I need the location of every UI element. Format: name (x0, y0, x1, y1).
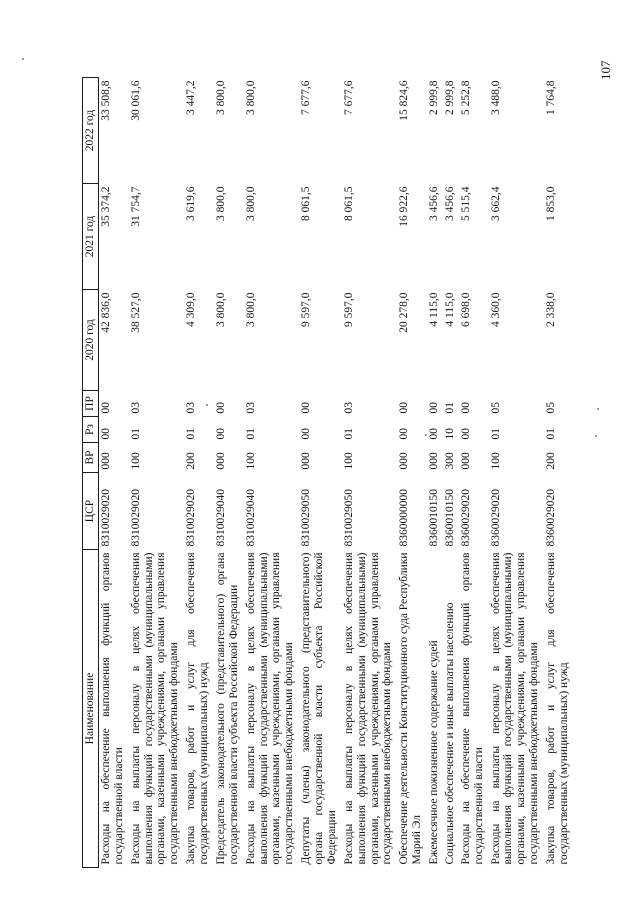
header-2020: 2020 год (83, 290, 99, 391)
row-vr: 100 (244, 452, 257, 470)
row-rz: 01 (342, 428, 355, 440)
row-vr: 000 (300, 452, 313, 470)
table-row (459, 78, 489, 868)
table-row (342, 78, 398, 868)
row-name: Расходы на обеспечение выполнения функций органов государственной власти (99, 552, 125, 865)
row-2022: 3 800,0 (214, 80, 227, 115)
row-csr: 8310029020 (185, 489, 198, 547)
row-pr: 03 (185, 402, 198, 414)
row-pr: 00 (300, 402, 313, 414)
scan-speck (22, 58, 24, 60)
row-csr: 8360010150 (428, 489, 440, 547)
row-name: Обеспечение деятельности Конституционного суда Республики Марий Эл (398, 552, 424, 865)
row-vr: 100 (342, 452, 355, 470)
row-2022: 1 764,8 (545, 80, 557, 115)
row-name: Расходы на выплаты персоналу в целях обеспечения выполнения функций государственными (муниципальными) органами, казенными учреждениями, органами управления государственными внебюджетными фондами (342, 552, 394, 865)
row-2020: 6 698,0 (459, 292, 472, 327)
row-name: Закупка товаров, работ и услуг для обеспечения государственных (муниципальных) нужд (545, 552, 570, 865)
row-name: Расходы на обеспечение выполнения функций органов государственной власти (459, 552, 485, 865)
row-rz: 00 (99, 428, 112, 440)
row-2021: 3 456,6 (443, 186, 456, 221)
header-name: Наименование (83, 550, 99, 868)
row-2021: 8 061,5 (342, 186, 355, 221)
table-row (98, 78, 128, 868)
row-2020: 4 115,0 (428, 292, 440, 327)
row-2021: 3 662,4 (489, 186, 502, 221)
row-pr: 01 (443, 402, 456, 414)
row-vr: 000 (459, 452, 472, 470)
row-2020: 42 836,0 (99, 292, 112, 333)
row-2020: 4 309,0 (185, 292, 198, 327)
header-vr: ВР (83, 443, 99, 473)
row-csr: 8310029040 (214, 489, 227, 547)
row-2022: 30 061,6 (129, 80, 142, 121)
row-csr: 8310029050 (300, 489, 313, 547)
row-2020: 3 800,0 (244, 292, 257, 327)
header-pr: ПР (83, 391, 99, 417)
table-row (129, 78, 185, 868)
row-name: Расходы на выплаты персоналу в целях обеспечения выполнения функций государственными (муниципальными) органами, казенными учреждениями, органами управления государственными внебюджетными фондами (489, 552, 541, 865)
row-2022: 33 508,8 (99, 80, 112, 121)
row-2020: 4 360,0 (489, 292, 502, 327)
row-csr: 8310029050 (342, 489, 355, 547)
row-2021: 3 619,6 (185, 186, 198, 221)
row-2022: 15 824,6 (398, 80, 411, 121)
row-csr: 8360000000 (398, 489, 411, 547)
row-2022: 3 488,0 (489, 80, 502, 115)
row-vr: 200 (185, 452, 198, 470)
row-2020: 20 278,0 (398, 292, 411, 333)
row-csr: 8310029020 (99, 489, 112, 547)
row-pr: 05 (489, 402, 502, 414)
row-2022: 3 800,0 (244, 80, 257, 115)
row-vr: 000 (398, 452, 411, 470)
table-row (184, 78, 214, 868)
row-rz: 01 (185, 428, 198, 440)
row-vr: 000 (428, 452, 440, 470)
row-2020: 3 800,0 (214, 292, 227, 327)
row-rz: 00 (214, 428, 227, 440)
page-number: 107 (598, 60, 613, 80)
row-2020: 2 338,0 (545, 292, 557, 327)
table-row (244, 78, 300, 868)
row-vr: 300 (443, 452, 456, 470)
header-rz: Рз (83, 417, 99, 443)
row-2021: 5 515,4 (459, 186, 472, 221)
row-pr: 00 (99, 402, 112, 414)
table-row (214, 78, 244, 868)
row-pr: 03 (244, 402, 257, 414)
row-2020: 9 597,0 (300, 292, 313, 327)
row-name: Расходы на выплаты персоналу в целях обеспечения выполнения функций государственными (муниципальными) органами, казенными учреждениями, органами управления государственными внебюджетными фондами (244, 552, 296, 865)
row-name: Председатель законодательного (представительного) органа государственной власти субъекта Российской Федерации (214, 552, 240, 865)
row-2020: 9 597,0 (342, 292, 355, 327)
row-2021: 8 061,5 (300, 186, 313, 221)
row-rz: 01 (129, 428, 142, 440)
budget-table (82, 77, 574, 868)
row-vr: 000 (214, 452, 227, 470)
table-row (443, 78, 459, 868)
row-rz: 01 (545, 428, 557, 440)
row-2020: 4 115,0 (443, 292, 456, 327)
row-csr: 8310029020 (129, 489, 142, 547)
row-2021: 31 754,7 (129, 186, 142, 227)
row-csr: 8360029020 (545, 489, 557, 547)
row-vr: 100 (489, 452, 502, 470)
row-name: Расходы на выплаты персоналу в целях обеспечения выполнения функций государственными (муниципальными) органами, казенными учреждениями, органами управления государственными внебюджетными фондами (129, 552, 181, 865)
row-pr: 03 (129, 402, 142, 414)
row-2021: 3 800,0 (214, 186, 227, 221)
row-pr: 03 (342, 402, 355, 414)
row-vr: 000 (99, 452, 112, 470)
header-2022: 2022 год (83, 78, 99, 184)
row-vr: 200 (545, 452, 557, 470)
rotated-table-container (82, 78, 639, 868)
row-2021: 3 456,6 (428, 186, 440, 221)
table-row (544, 78, 574, 868)
row-2021: 16 922,6 (398, 186, 411, 227)
row-rz: 00 (398, 428, 411, 440)
row-2022: 5 252,8 (459, 80, 472, 115)
row-pr: 00 (459, 402, 472, 414)
row-csr: 8360029020 (459, 489, 472, 547)
row-pr: 00 (428, 402, 440, 414)
row-2021: 3 800,0 (244, 186, 257, 221)
row-name: Социальное обеспечение и иные выплаты населению (443, 602, 456, 865)
table-row (489, 78, 545, 868)
row-name: Закупка товаров, работ и услуг для обеспечения государственных (муниципальных) нужд (185, 552, 210, 865)
row-2021: 1 853,0 (545, 186, 557, 221)
row-rz: 00 (428, 428, 440, 440)
header-2021: 2021 год (83, 184, 99, 290)
row-2021: 35 374,2 (99, 186, 112, 227)
row-rz: 00 (300, 428, 313, 440)
table-header-row (83, 78, 99, 868)
row-vr: 100 (129, 452, 142, 470)
row-2022: 2 999,8 (428, 80, 440, 115)
row-2020: 38 527,0 (129, 292, 142, 333)
row-csr: 8310029040 (244, 489, 257, 547)
row-2022: 2 999,8 (443, 80, 456, 115)
row-rz: 01 (489, 428, 502, 440)
row-pr: 00 (398, 402, 411, 414)
row-csr: 8360010150 (443, 489, 456, 547)
table-row (299, 78, 342, 868)
row-csr: 8360029020 (489, 489, 502, 547)
table-row (427, 78, 443, 868)
row-pr: 05 (545, 402, 557, 414)
row-2022: 3 447,2 (185, 80, 198, 115)
row-name: Депутаты (члены) законодательного (представительного) органа государственной власти субъекта Российской Федерации (300, 552, 338, 865)
table-row (397, 78, 427, 868)
row-pr: 00 (214, 402, 227, 414)
row-2022: 7 677,6 (342, 80, 355, 115)
row-2022: 7 677,6 (300, 80, 313, 115)
row-rz: 00 (459, 428, 472, 440)
row-rz: 10 (443, 428, 456, 440)
row-name: Ежемесячное пожизненное содержание судей (428, 640, 440, 865)
row-rz: 01 (244, 428, 257, 440)
header-csr: ЦСР (83, 473, 99, 550)
